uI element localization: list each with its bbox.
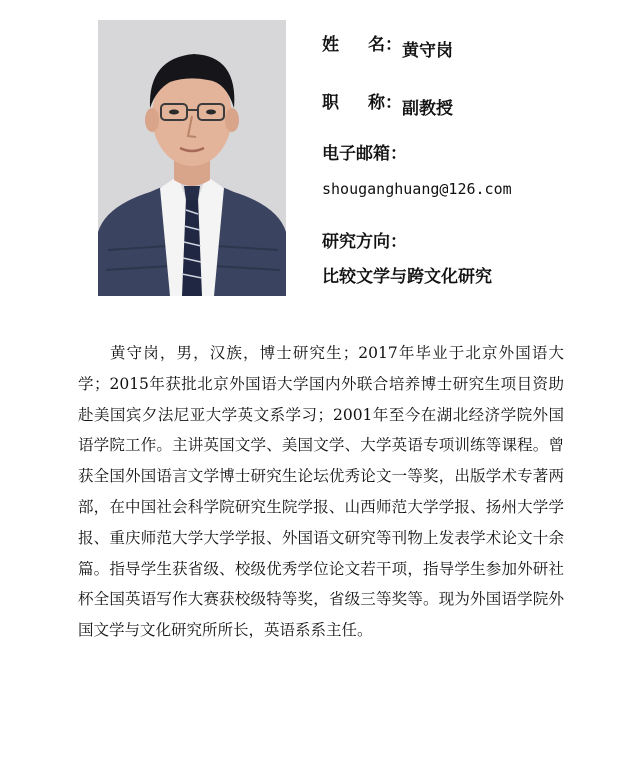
- research-label: 研究方向：: [322, 232, 407, 252]
- name-label: 姓 名：: [322, 35, 402, 55]
- profile-photo: [98, 20, 286, 296]
- email-label: 电子邮箱：: [322, 144, 407, 164]
- name-value: 黄守岗: [402, 41, 453, 61]
- research-value: 比较文学与跨文化研究: [322, 267, 492, 287]
- name-row: [322, 34, 453, 62]
- biography-paragraph: 黄守岗，男，汉族，博士研究生；2017年毕业于北京外国语大学；2015年获批北京外国语大学国内外联合培养博士研究生项目资助赴美国宾夕法尼亚大学英文系学习；2001年至今在湖北经济学院外国语学院工作。主讲英国文学、美国文学、大学英语专项训练等课程。曾获全国外国语言文学博士研究生论坛优秀论文一等奖，出版学术专著两部，在中国社会科学院研究生院学报、山西师范大学学报、扬州大学学报、重庆师范大学大学学报、外国语文研究等刊物上发表学术论文十余篇。指导学生获省级、校级优秀学位论文若干项，指导学生参加外研社杯全国英语写作大赛获校级特等奖，省级三等奖等。现为外国语学院外国文学与文化研究所所长，英语系系主任。: [78, 344, 564, 640]
- title-label: 职 称：: [322, 93, 402, 113]
- email-value[interactable]: shouganghuang@126.com: [322, 180, 512, 198]
- title-value: 副教授: [402, 99, 453, 119]
- title-row: [322, 92, 453, 120]
